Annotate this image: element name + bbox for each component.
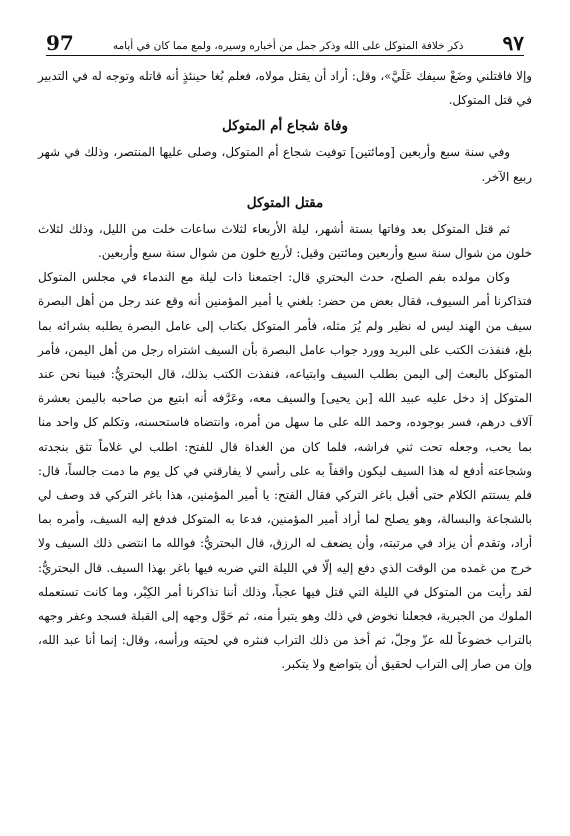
paragraph-intro: وإلا فاقتلني وضَعْ سيفك عَلَيَّ»، وقل: أراد أن يقتل مولاه، فعلم بُغا حينئذٍ أنه قاتله وتوجه له في التدبير في قتل المتوكل. <box>38 69 532 108</box>
page-number-latin: 97 <box>46 31 74 55</box>
paragraph-killing-date: ثم قتل المتوكل بعد وفاتها بستة أشهر، ليلة الأربعاء لثلاث ساعات خلت من الليل، وذلك لثلاث خلون من شوال سنة سبع وأربعين ومائتين وقيل: لأربع خلون من شوال سنة سبع وأربعين. <box>38 221 532 261</box>
header-rule <box>46 55 524 56</box>
running-title: ذكر خلافة المتوكل على الله وذكر جمل من أخباره وسيره، ولمع مما كان في أيامه <box>112 40 464 52</box>
section-heading-mutawakkil-killing: مقتل المتوكل <box>246 194 324 211</box>
paragraph-sword-story: وكان مولده بفم الصلح، حدث البحتري قال: اجتمعنا ذات ليلة مع الندماء في مجلس المتوكل فتذاكرنا أمر السيوف، فقال بعض من حضر: بلغني يا أمير المؤمنين أنه وقع عند رجل من أهل البصرة سيف من الهند ليس له نظير ولم يُرَ مثله، فأمر المتوكل بكتاب إلى عامل البصرة يطلبه بشرائه بما بلغ، فنفذت الكتب على البريد وورد جواب عامل البصرة بأن السيف اشتراه رجل من أهل اليمن، فأمر المتوكل بالبعث إلى اليمن بطلب السيف وابتياعه، فنفذت الكتب بذلك، قال البحتريُّ: فبينا نحن عند المتوكل إذ دخل عليه عبيد الله [بن يحيى] والسيف معه، وعَرَّفه أنه ابتيع من صاحبه باليمن بعشرة آلاف درهم، فسر بوجوده، وحمد الله على ما سهل من أمره، وانتضاه فاستحسنه، وتكلم كل واحد منا بما يحب، وجعله تحت ثني فراشه، فلما كان من الغداة قال للفتح: اطلب لي غلاماً تثق بنجدته وشجاعته أدفع له هذا السيف ليكون واقفاً به على رأسي لا يفارقني في كل يوم ما دمت جالساً، قال: فلم يستتم الكلام حتى أقبل باغر التركي فقال الفتح: يا أمير المؤمنين، هذا باغر التركي قد وصف لي بالشجاعة والبسالة، وهو يصلح لما أراد أمير المؤمنين، فدعا به المتوكل فدفع إليه السيف، وأمره بما أراد، وتقدم أن يزاد في مرتبته، وأن يضعف له الرزق، قال البحتريُّ: فوالله ما انتضى ذلك السيف ولا خرج من غمده من الوقت الذي دفع إليه إلّا في الليلة التي ضربه فيها باغر بهذا السيف. قال البحتريُّ: لقد رأيت من المتوكل في الليلة التي قتل فيها عجباً، وذلك أننا تذاكرنا أمر الكِبْر، وما كانت تستعمله الملوك من الجبرية، فجعلنا نخوض في ذلك وهو يتبرأ منه، ثم حَوَّل وجهه إلى القبلة فسجد وعفر وجهه بالتراب خضوعاً لله عزّ وجلّ، ثم أخذ من ذلك التراب فنثره في لحيته ورأسه، وقال: إنما أنا عبد الله، وإن من صار إلى التراب لحقيق أن يتواضع ولا يتكبر. <box>38 270 532 672</box>
paragraph-shuja-death: وفي سنة سبع وأربعين [ومائتين] توفيت شجاع أم المتوكل، وصلى عليها المنتصر، وذلك في شهر ربيع الآخر. <box>38 145 532 184</box>
page-header <box>46 30 524 54</box>
page-number-arabic: ٩٧ <box>502 31 524 55</box>
section-heading-shuja-death: وفاة شجاع أم المتوكل <box>222 118 348 135</box>
main-text <box>38 64 532 677</box>
